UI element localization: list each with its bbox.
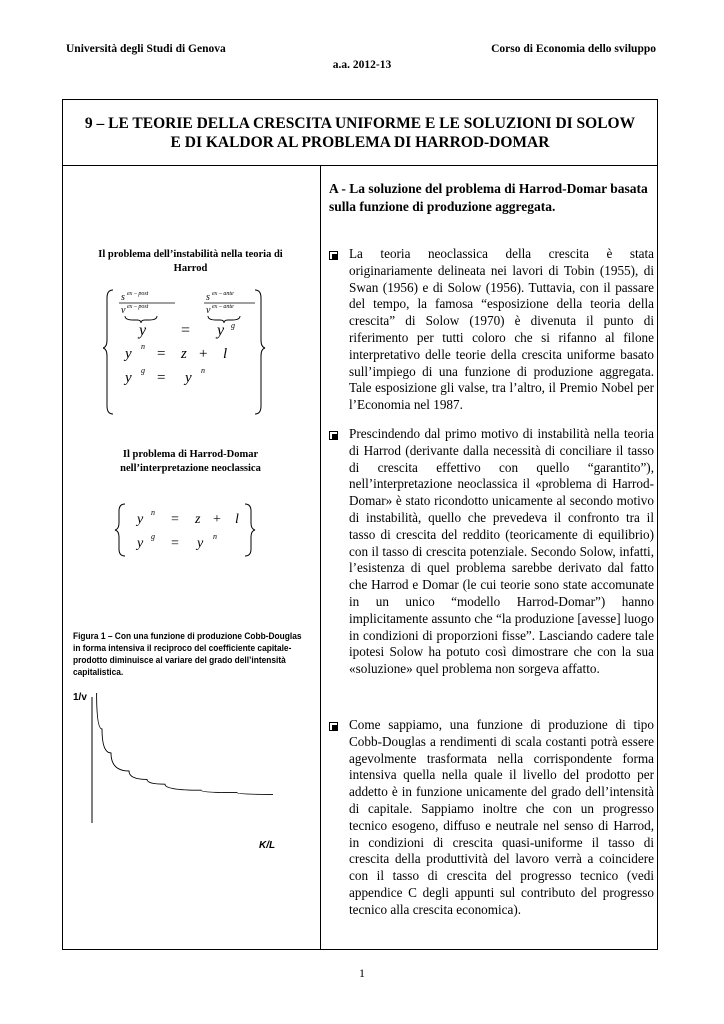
title-box [63, 100, 657, 166]
svg-text:y: y [125, 346, 132, 362]
svg-text:y: y [197, 536, 204, 551]
svg-text:g: g [231, 321, 235, 330]
eq1-s-exante: s [206, 292, 210, 303]
svg-text:z: z [181, 346, 187, 362]
left-column [63, 166, 320, 950]
svg-text:n: n [201, 366, 205, 375]
svg-text:=: = [171, 536, 179, 551]
harrod-equation-system [103, 284, 278, 419]
svg-text:ex – post: ex – post [127, 304, 149, 310]
svg-text:n: n [213, 532, 217, 541]
svg-text:+: + [199, 346, 208, 362]
checkbox-bullet-icon [329, 722, 338, 731]
svg-text:y: y [217, 322, 225, 339]
svg-text:y: y [185, 370, 192, 386]
bullet-item [329, 717, 654, 919]
bullet-text: La teoria neoclassica della crescita è stata originariamente delineata nei lavori di Tobin (1955), di Swan (1956) e di Solow (1956). Tuttavia, con il passare del tempo, la famosa “esposizione della teoria della crescita” di Solow (1970) è divenuta il punto di riferimento per tutti coloro che si rifanno al filone interpretativo delle teorie della crescita uniforme basato sull’impiego di una funzione di produzione aggregata. Tale esposizione gli valse, tra l’altro, il Premio Nobel per l’Economia nel 1987. [349, 246, 654, 413]
svg-text:ex – ante: ex – ante [212, 291, 234, 297]
svg-text:n: n [151, 508, 155, 517]
chart-xlabel: K/L [259, 840, 276, 851]
svg-text:y: y [139, 322, 147, 339]
section-title: A - La soluzione del problema di Harrod-Domar basata sulla funzione di produzione aggregata. [329, 181, 648, 214]
page-title: 9 – LE TEORIE DELLA CRESCITA UNIFORME E LE SOLUZIONI DI SOLOW E DI KALDOR AL PROBLEMA DI HARROD-DOMAR [84, 114, 636, 151]
figure-caption: Figura 1 – Con una funzione di produzione Cobb-Douglas in forma intensiva il reciproco del coefficiente capitale-prodotto diminuisce al variare del grado dell’intensità capitalistica. [73, 631, 302, 678]
chart-ylabel: 1/v [73, 692, 87, 703]
svg-text:v: v [121, 305, 126, 316]
header-university: Università degli Studi di Genova [66, 43, 226, 55]
checkbox-bullet-icon [329, 251, 338, 260]
bullet-text: Prescindendo dal primo motivo di instabilità nella teoria di Harrod (derivante dalla necessità di conciliare il tasso di crescita effettivo con quello “garantito”), nell’interpretazione neoclassica il «problema di Harrod-Domar» è stato ricondotto unicamente al secondo motivo di instabilità, quello che prevedeva il confronto tra il tasso di crescita del reddito (teoricamente di equilibrio) con il tasso di crescita potenziale. Secondo Solow, infatti, l’esistenza di quel problema sarebbe derivato dal fatto che Harrod e Domar (le cui teorie sono state accomunate in un unico “modello Harrod-Domar”) hanno implicitamente assunto che “la produzione [avesse] luogo in condizioni di proporzioni fisse”. Lasciando cadere tale ipotesi Solow ha potuto così dimostrare che con la sua «soluzione» quel problema non sorgeva affatto. [349, 426, 654, 677]
checkbox-bullet-icon [329, 431, 338, 440]
bullet-item [329, 426, 654, 678]
content-frame [62, 99, 658, 950]
harrod-instability-caption: Il problema dell’instabilità nella teoria di Harrod [98, 249, 283, 274]
svg-text:y: y [137, 536, 144, 551]
right-column [321, 166, 659, 950]
neoclassical-equation-system [113, 502, 263, 558]
svg-text:ex – ante: ex – ante [212, 304, 234, 310]
svg-text:=: = [157, 370, 166, 386]
bullet-text: Come sappiamo, una funzione di produzione di tipo Cobb-Douglas a rendimenti di scala costanti potrà essere agevolmente trasformata nella corrispondente forma intensiva quella nella quale il livello del prodotto per addetto è in funzione unicamente del grado dell’intensità di capitale. Sappiamo inoltre che con un progresso tecnico esogeno, diffuso e neutrale nel senso di Harrod, in condizioni di crescita quasi-uniforme il tasso di crescita della produttività del lavoro verrà a coincidere con il tasso di crescita del progresso tecnico (vedi appendice C degli appunti sul contributo del progresso tecnico alla crescita economica). [349, 717, 654, 917]
svg-text:v: v [206, 305, 211, 316]
svg-text:+: + [213, 512, 221, 527]
svg-text:=: = [181, 322, 191, 339]
svg-text:y: y [137, 512, 144, 527]
bullet-item [329, 246, 654, 414]
cobb-douglas-chart [63, 681, 320, 861]
eq1-s-expost: s [121, 292, 125, 303]
svg-text:l: l [223, 346, 228, 362]
svg-text:g: g [151, 532, 155, 541]
svg-text:=: = [157, 346, 166, 362]
svg-text:ex – post: ex – post [127, 291, 149, 297]
chart-series-line [97, 693, 273, 794]
header-academic-year: a.a. 2012-13 [332, 59, 392, 71]
page-number: 1 [359, 966, 365, 980]
svg-text:l: l [235, 512, 239, 527]
svg-text:n: n [141, 342, 145, 351]
svg-text:y: y [125, 370, 132, 386]
harrod-domar-caption: Il problema di Harrod-Domar nell’interpretazione neoclassica [120, 449, 261, 474]
svg-text:g: g [141, 366, 145, 375]
svg-text:=: = [171, 512, 179, 527]
svg-text:z: z [195, 512, 201, 527]
header-course: Corso di Economia dello sviluppo [491, 43, 656, 55]
